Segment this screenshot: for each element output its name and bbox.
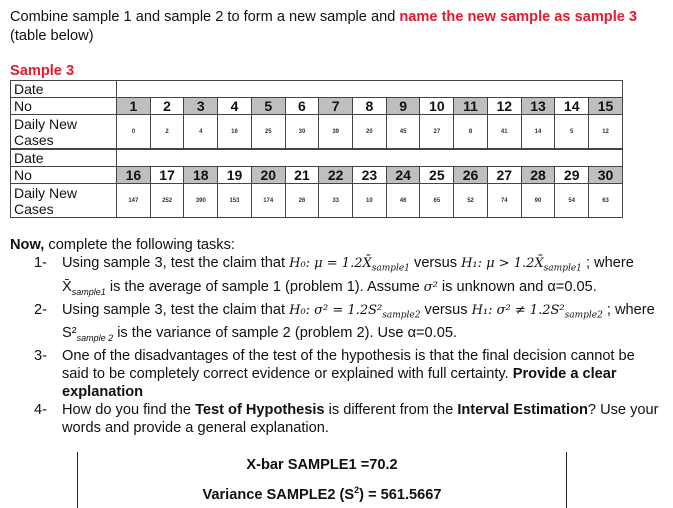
date-row bbox=[11, 81, 623, 98]
day-number-cell: 9 bbox=[386, 98, 420, 115]
variance-sup: 2 bbox=[354, 485, 360, 495]
task-text: ; where X̄ bbox=[62, 255, 634, 295]
task-text: is the variance of sample 2 (problem 2). Use α=0.05. bbox=[117, 325, 457, 342]
day-number-cell: 4 bbox=[218, 98, 252, 115]
summary-box bbox=[77, 452, 567, 508]
task-text: ; where S² bbox=[62, 301, 655, 342]
case-value-cell: 20 bbox=[353, 115, 387, 149]
null-hypothesis bbox=[289, 302, 421, 321]
xbar-summary: X-bar SAMPLE1 =70.2 bbox=[246, 457, 398, 473]
task-number: 3- bbox=[34, 348, 47, 364]
day-number-cell: 11 bbox=[454, 98, 488, 115]
case-value-cell: 74 bbox=[487, 184, 521, 218]
case-value-cell: 12 bbox=[589, 115, 623, 149]
case-value-cell: 0 bbox=[117, 115, 151, 149]
task-bold: Test of Hypothesis bbox=[195, 402, 325, 418]
task-text: How do you find the bbox=[62, 402, 191, 418]
cases-label-line2: Cases bbox=[14, 200, 54, 217]
task-4 bbox=[10, 401, 665, 437]
cases-label bbox=[11, 115, 117, 149]
sample3-table-block2 bbox=[10, 149, 623, 218]
case-value-cell: 2 bbox=[150, 115, 184, 149]
day-number-cell: 17 bbox=[150, 167, 184, 184]
day-number-cell: 15 bbox=[589, 98, 623, 115]
day-number-cell: 30 bbox=[589, 167, 623, 184]
tasks-lead-rest: complete the following tasks: bbox=[48, 237, 235, 253]
task-text: is different from the bbox=[328, 402, 454, 418]
day-number-cell: 7 bbox=[319, 98, 353, 115]
day-number-cell: 1 bbox=[117, 98, 151, 115]
task-text: One of the disadvantages of the test of the hypothesis is that the final decision cannot be said to be completely correct evidence or explained with full certainty. bbox=[62, 348, 635, 382]
alt-hypothesis: H₁: σ² ≠ bbox=[471, 302, 526, 318]
intro-suffix: (table below) bbox=[10, 28, 94, 44]
day-number-cell: 8 bbox=[353, 98, 387, 115]
day-number-cell: 16 bbox=[117, 167, 151, 184]
case-value-cell: 90 bbox=[521, 184, 555, 218]
case-value-cell: 16 bbox=[218, 115, 252, 149]
case-value-cell: 252 bbox=[150, 184, 184, 218]
cases-label-line1: Daily New bbox=[14, 184, 78, 201]
case-value-cell: 52 bbox=[454, 184, 488, 218]
tasks-lead-bold: Now, bbox=[10, 237, 45, 253]
day-number-cell: 13 bbox=[521, 98, 555, 115]
sigma-symbol: σ² bbox=[423, 279, 438, 295]
task-text: Using sample 3, test the claim that bbox=[62, 255, 286, 271]
task-number: 2- bbox=[34, 301, 47, 318]
day-number-cell: 21 bbox=[285, 167, 319, 184]
cases-label-line1: Daily New bbox=[14, 115, 78, 132]
day-number-cell: 23 bbox=[353, 167, 387, 184]
case-value-cell: 30 bbox=[285, 115, 319, 149]
date-row bbox=[11, 150, 623, 167]
cases-label-line2: Cases bbox=[14, 131, 54, 148]
date-empty bbox=[117, 81, 623, 98]
tasks-lead bbox=[10, 236, 665, 254]
h1-sub: sample2 bbox=[564, 310, 603, 321]
case-value-cell: 147 bbox=[117, 184, 151, 218]
case-value-cell: 4 bbox=[184, 115, 218, 149]
day-number-cell: 22 bbox=[319, 167, 353, 184]
day-number-cell: 10 bbox=[420, 98, 454, 115]
alt-hypothesis bbox=[461, 256, 582, 274]
null-hypothesis bbox=[289, 256, 410, 274]
day-number-cell: 27 bbox=[487, 167, 521, 184]
case-value-cell: 174 bbox=[251, 184, 285, 218]
task-bold: Interval Estimation bbox=[457, 402, 588, 418]
case-value-cell: 5 bbox=[555, 115, 589, 149]
day-number-cell: 20 bbox=[251, 167, 285, 184]
h1-expr: H₁: μ > 1.2X̄ bbox=[461, 256, 544, 271]
intro-highlight: name the new sample as sample 3 bbox=[399, 9, 638, 25]
case-value-cell: 39 bbox=[319, 115, 353, 149]
case-value-cell: 390 bbox=[184, 184, 218, 218]
number-row bbox=[11, 98, 623, 115]
tasks-section bbox=[10, 236, 665, 437]
case-value-cell: 54 bbox=[555, 184, 589, 218]
variance-summary bbox=[78, 485, 566, 503]
day-number-cell: 3 bbox=[184, 98, 218, 115]
h0-sub: sample1 bbox=[371, 263, 410, 274]
intro-line: Combine sample 1 and sample 2 to form a new sample and bbox=[10, 9, 396, 25]
sample3-table-block1 bbox=[10, 80, 623, 149]
variance-suffix: ) = 561.5667 bbox=[359, 486, 442, 503]
h0-expr: H₀: μ = 1.2X̄ bbox=[289, 256, 372, 271]
day-number-cell: 26 bbox=[454, 167, 488, 184]
case-value-cell: 153 bbox=[218, 184, 252, 218]
variance-prefix: Variance SAMPLE2 (S bbox=[202, 486, 355, 503]
h0-expr: H₀: σ² = 1.2S² bbox=[289, 302, 383, 318]
case-value-cell: 26 bbox=[285, 184, 319, 218]
case-value-cell: 63 bbox=[589, 184, 623, 218]
xbar-sub: sample1 bbox=[71, 286, 106, 297]
s2-sub: sample 2 bbox=[76, 333, 114, 343]
day-number-cell: 29 bbox=[555, 167, 589, 184]
date-label: Date bbox=[11, 150, 117, 167]
versus-text: versus bbox=[414, 255, 457, 271]
task-number: 1- bbox=[34, 255, 47, 271]
task-3 bbox=[10, 347, 665, 401]
day-number-cell: 2 bbox=[150, 98, 184, 115]
versus-text: versus bbox=[424, 301, 468, 318]
case-value-cell: 45 bbox=[386, 115, 420, 149]
day-number-cell: 19 bbox=[218, 167, 252, 184]
task-number: 4- bbox=[34, 402, 47, 418]
case-value-cell: 8 bbox=[454, 115, 488, 149]
case-value-cell: 41 bbox=[487, 115, 521, 149]
day-number-cell: 5 bbox=[251, 98, 285, 115]
h1-sub: sample1 bbox=[543, 263, 582, 274]
cases-row bbox=[11, 115, 623, 149]
task-text: ? Use your words and provide a general explanation. bbox=[62, 402, 659, 436]
cases-label bbox=[11, 184, 117, 218]
intro-text bbox=[10, 8, 665, 46]
case-value-cell: 27 bbox=[420, 115, 454, 149]
task-text: Using sample 3, test the claim that bbox=[62, 301, 286, 318]
case-value-cell: 65 bbox=[420, 184, 454, 218]
task-text: is unknown and α=0.05. bbox=[441, 278, 597, 295]
case-value-cell: 10 bbox=[353, 184, 387, 218]
date-label: Date bbox=[11, 81, 117, 98]
day-number-cell: 24 bbox=[386, 167, 420, 184]
alt-hypothesis-rhs bbox=[529, 302, 603, 321]
task-bold: Provide a clear explanation bbox=[62, 366, 617, 400]
day-number-cell: 12 bbox=[487, 98, 521, 115]
task-text: is the average of sample 1 (problem 1). Assume bbox=[109, 278, 420, 295]
task-2 bbox=[10, 301, 665, 348]
sample3-title: Sample 3 bbox=[10, 63, 75, 79]
h0-sub: sample2 bbox=[382, 310, 421, 321]
date-empty bbox=[117, 150, 623, 167]
case-value-cell: 14 bbox=[521, 115, 555, 149]
no-label: No bbox=[11, 167, 117, 184]
case-value-cell: 33 bbox=[319, 184, 353, 218]
day-number-cell: 6 bbox=[285, 98, 319, 115]
day-number-cell: 18 bbox=[184, 167, 218, 184]
h1b-expr: 1.2S² bbox=[529, 302, 565, 318]
case-value-cell: 25 bbox=[251, 115, 285, 149]
day-number-cell: 14 bbox=[555, 98, 589, 115]
day-number-cell: 28 bbox=[521, 167, 555, 184]
cases-row bbox=[11, 184, 623, 218]
no-label: No bbox=[11, 98, 117, 115]
case-value-cell: 46 bbox=[386, 184, 420, 218]
number-row bbox=[11, 167, 623, 184]
day-number-cell: 25 bbox=[420, 167, 454, 184]
task-1 bbox=[10, 254, 665, 301]
